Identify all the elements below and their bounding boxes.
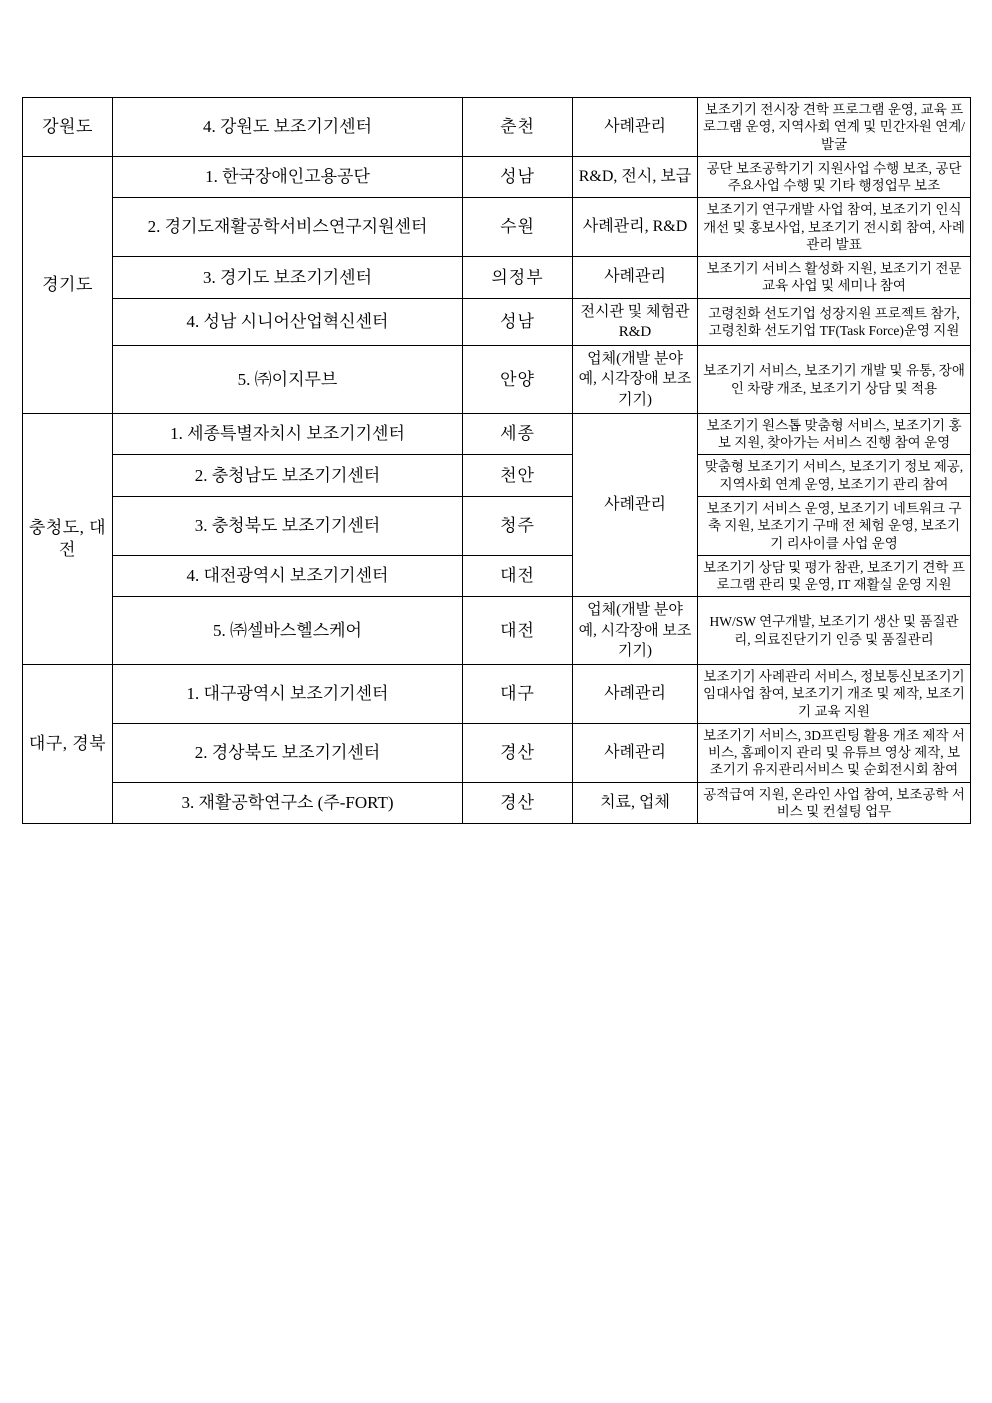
- organization-cell: 5. ㈜셀바스헬스케어: [113, 597, 463, 665]
- role-cell: 사례관리: [573, 413, 698, 596]
- organization-cell: 3. 경기도 보조기기센터: [113, 257, 463, 299]
- description-cell: 보조기기 원스톱 맞춤형 서비스, 보조기기 홍보 지원, 찾아가는 서비스 진행 참여 운영: [698, 413, 971, 455]
- table-row: [23, 156, 971, 198]
- role-cell: 사례관리: [573, 257, 698, 299]
- role-cell: 업체(개발 분야 예, 시각장애 보조기기): [573, 346, 698, 414]
- organization-cell: 4. 강원도 보조기기센터: [113, 98, 463, 157]
- description-cell: 보조기기 사례관리 서비스, 정보통신보조기기임대사업 참여, 보조기기 개조 및 제작, 보조기기 교육 지원: [698, 665, 971, 724]
- description-cell: 맞춤형 보조기기 서비스, 보조기기 정보 제공, 지역사회 연계 운영, 보조기기 관리 참여: [698, 455, 971, 497]
- organization-cell: 1. 한국장애인고용공단: [113, 156, 463, 198]
- table-row: [23, 298, 971, 346]
- role-cell: 사례관리: [573, 665, 698, 724]
- description-cell: 공적급여 지원, 온라인 사업 참여, 보조공학 서비스 및 컨설팅 업무: [698, 782, 971, 824]
- city-cell: 경산: [463, 723, 573, 782]
- description-cell: 보조기기 상담 및 평가 참관, 보조기기 견학 프로그램 관리 및 운영, IT 재활실 운영 지원: [698, 555, 971, 597]
- city-cell: 안양: [463, 346, 573, 414]
- city-cell: 세종: [463, 413, 573, 455]
- organization-cell: 2. 경기도재활공학서비스연구지원센터: [113, 198, 463, 257]
- role-cell: R&D, 전시, 보급: [573, 156, 698, 198]
- description-cell: 보조기기 서비스 활성화 지원, 보조기기 전문교육 사업 및 세미나 참여: [698, 257, 971, 299]
- table-row: [23, 198, 971, 257]
- table-row: [23, 496, 971, 555]
- role-cell: 전시관 및 체험관 R&D: [573, 298, 698, 346]
- description-cell: 보조기기 서비스 운영, 보조기기 네트워크 구축 지원, 보조기기 구매 전 체험 운영, 보조기기 리사이클 사업 운영: [698, 496, 971, 555]
- region-cell: 강원도: [23, 98, 113, 157]
- organization-cell: 1. 대구광역시 보조기기센터: [113, 665, 463, 724]
- table-row: [23, 257, 971, 299]
- organization-cell: 3. 재활공학연구소 (주-FORT): [113, 782, 463, 824]
- city-cell: 청주: [463, 496, 573, 555]
- organization-cell: 4. 대전광역시 보조기기센터: [113, 555, 463, 597]
- description-cell: 보조기기 전시장 견학 프로그램 운영, 교육 프로그램 운영, 지역사회 연계 및 민간자원 연계/발굴: [698, 98, 971, 157]
- assistive-device-organizations-table: [22, 97, 971, 824]
- organization-cell: 1. 세종특별자치시 보조기기센터: [113, 413, 463, 455]
- table-row: [23, 555, 971, 597]
- city-cell: 대전: [463, 555, 573, 597]
- role-cell: 사례관리, R&D: [573, 198, 698, 257]
- city-cell: 성남: [463, 298, 573, 346]
- table-row: [23, 723, 971, 782]
- table-row: [23, 597, 971, 665]
- table-row: [23, 98, 971, 157]
- table-row: [23, 413, 971, 455]
- table-row: [23, 346, 971, 414]
- description-cell: 보조기기 연구개발 사업 참여, 보조기기 인식개선 및 홍보사업, 보조기기 전시회 참여, 사례관리 발표: [698, 198, 971, 257]
- role-cell: 사례관리: [573, 98, 698, 157]
- description-cell: 보조기기 서비스, 보조기기 개발 및 유통, 장애인 차량 개조, 보조기기 상담 및 적용: [698, 346, 971, 414]
- role-cell: 사례관리: [573, 723, 698, 782]
- organization-cell: 2. 경상북도 보조기기센터: [113, 723, 463, 782]
- organization-cell: 5. ㈜이지무브: [113, 346, 463, 414]
- city-cell: 천안: [463, 455, 573, 497]
- city-cell: 성남: [463, 156, 573, 198]
- region-cell: 충청도, 대전: [23, 413, 113, 664]
- city-cell: 춘천: [463, 98, 573, 157]
- organization-cell: 4. 성남 시니어산업혁신센터: [113, 298, 463, 346]
- description-cell: 고령친화 선도기업 성장지원 프로젝트 참가, 고령친화 선도기업 TF(Task Force)운영 지원: [698, 298, 971, 346]
- table-row: [23, 455, 971, 497]
- region-cell: 대구, 경북: [23, 665, 113, 824]
- description-cell: 공단 보조공학기기 지원사업 수행 보조, 공단 주요사업 수행 및 기타 행정업무 보조: [698, 156, 971, 198]
- organization-cell: 3. 충청북도 보조기기센터: [113, 496, 463, 555]
- role-cell: 업체(개발 분야 예, 시각장애 보조기기): [573, 597, 698, 665]
- region-cell: 경기도: [23, 156, 113, 413]
- table-row: [23, 782, 971, 824]
- table-body: [23, 98, 971, 824]
- description-cell: HW/SW 연구개발, 보조기기 생산 및 품질관리, 의료진단기기 인증 및 품질관리: [698, 597, 971, 665]
- table-row: [23, 665, 971, 724]
- city-cell: 대구: [463, 665, 573, 724]
- city-cell: 의정부: [463, 257, 573, 299]
- organization-cell: 2. 충청남도 보조기기센터: [113, 455, 463, 497]
- city-cell: 대전: [463, 597, 573, 665]
- role-cell: 치료, 업체: [573, 782, 698, 824]
- city-cell: 수원: [463, 198, 573, 257]
- description-cell: 보조기기 서비스, 3D프린팅 활용 개조 제작 서비스, 홈페이지 관리 및 유튜브 영상 제작, 보조기기 유지관리서비스 및 순회전시회 참여: [698, 723, 971, 782]
- city-cell: 경산: [463, 782, 573, 824]
